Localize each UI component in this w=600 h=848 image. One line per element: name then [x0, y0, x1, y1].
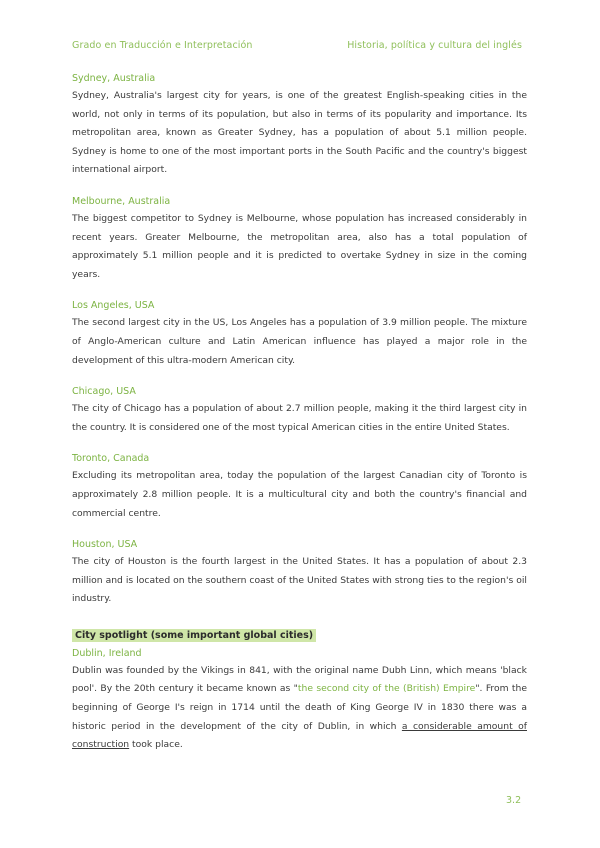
section-heading: Sydney, Australia — [72, 73, 156, 84]
spotlight-label: City spotlight (some important global cities) — [72, 629, 316, 642]
page-content — [72, 71, 527, 769]
section-heading: Los Angeles, USA — [72, 300, 155, 312]
text-segment: took place. — [129, 739, 183, 751]
section-heading: Chicago, USA — [72, 386, 136, 398]
text-segment: ". From the beginning of George I's reign in 1714 until the death of King George IV in 1830 there was a historic period in the development of the city of Dublin, in which — [72, 683, 527, 732]
section-houston — [72, 537, 527, 609]
section-text: Excluding its metropolitan area, today the population of the largest Canadian city of Toronto is approximately 2.8 million people. It is a multicultural city and both the country's financial and commercial centre. — [72, 470, 527, 519]
section-heading: Houston, USA — [72, 539, 138, 551]
section-text: The city of Houston is the fourth largest in the United States. It has a population of about 2.3 million and is located on the southern coast of the United States with strong ties to the region's oil industry. — [72, 556, 527, 605]
underlined-phrase: a considerable amount of construction — [72, 720, 527, 751]
section-text — [72, 662, 527, 755]
section-toronto — [72, 451, 527, 523]
page-number: 3.2 — [506, 795, 522, 806]
section-text: The city of Chicago has a population of about 2.7 million people, making it the third largest city in the country. It is considered one of the most typical American cities in the entire United States. — [72, 403, 527, 433]
section-heading: Dublin, Ireland — [72, 647, 142, 659]
section-text: The second largest city in the US, Los Angeles has a population of 3.9 million people. The mixture of Anglo-American culture and Latin American influence has played a major role in the development of this ultra-modern American city. — [72, 317, 527, 366]
section-los-angeles — [72, 298, 527, 370]
section-text: The biggest competitor to Sydney is Melbourne, whose population has increased considerably in recent years. Greater Melbourne, the metropolitan area, also has a total population of approximately 5.1 million people and it is predicted to overtake Sydney in size in the coming years. — [72, 212, 527, 280]
page-header — [72, 40, 522, 51]
section-text: Sydney, Australia's largest city for years, is one of the greatest English-speaking cities in the world, not only in terms of its population, but also in terms of its popularity and importance. Its metropolitan area, known as Greater Sydney, has a population of about 5.1 million people. Sydney is home to one of the most important ports in the South Pacific and the country's biggest international airport. — [72, 90, 527, 176]
section-melbourne — [72, 194, 527, 284]
section-heading: Toronto, Canada — [72, 453, 150, 465]
section-chicago — [72, 384, 527, 437]
section-sydney — [72, 71, 527, 180]
text-segment: Dublin was founded by the Vikings in 841, with the original name Dubh Linn, which means 'black pool'. By the 20th century it became known as " — [72, 664, 527, 695]
highlighted-quote: the second city of the (British) Empire — [297, 683, 476, 695]
section-city-spotlight — [72, 623, 527, 755]
section-heading: Melbourne, Australia — [72, 195, 171, 207]
header-left: Grado en Traducción e Interpretación — [72, 40, 253, 51]
header-right: Historia, política y cultura del inglés — [347, 40, 522, 51]
